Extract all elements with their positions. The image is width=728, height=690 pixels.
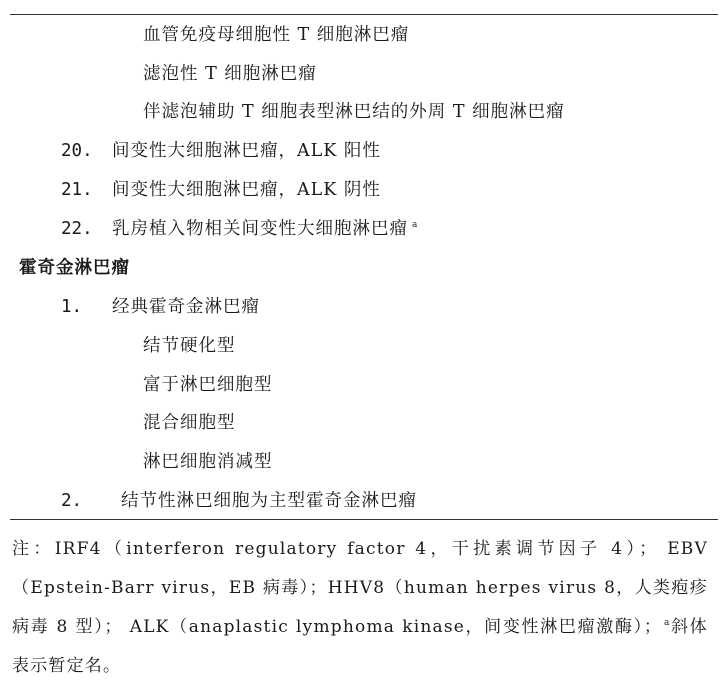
- section-heading-hodgkin: 霍奇金淋巴瘤: [19, 258, 130, 278]
- sub-item-lymphocyte-rich: 富于淋巴细胞型: [143, 375, 273, 395]
- sub-item-lymphocyte-depleted: 淋巴细胞消减型: [143, 452, 273, 472]
- footnote-label: 注：: [12, 539, 55, 559]
- sub-item-follicular-tcl: 滤泡性 T 细胞淋巴瘤: [143, 64, 317, 84]
- sub-item-aitl: 血管免疫母细胞性 T 细胞淋巴瘤: [143, 25, 410, 45]
- footnote-tail: 斜体表示暂定名。: [12, 617, 708, 676]
- item-bia-alcl-text: 乳房植入物相关间变性大细胞淋巴瘤: [112, 219, 408, 239]
- item-number-1: 1.: [61, 297, 83, 317]
- item-classic-hodgkin: 经典霍奇金淋巴瘤: [112, 297, 260, 317]
- item-number-2: 2.: [61, 491, 83, 511]
- footnote-marker: a: [664, 618, 671, 629]
- item-number-22: 22.: [61, 219, 93, 239]
- item-nlphl: 结节性淋巴细胞为主型霍奇金淋巴瘤: [121, 491, 417, 511]
- sub-item-nodular-sclerosis: 结节硬化型: [143, 336, 236, 356]
- item-alcl-alk-negative: 间变性大细胞淋巴瘤，ALK 阴性: [112, 180, 381, 200]
- item-number-21: 21.: [61, 180, 93, 200]
- note-rule: [10, 519, 718, 520]
- footnote: [12, 530, 708, 686]
- top-rule: [10, 14, 718, 15]
- item-number-20: 20.: [61, 141, 93, 161]
- item-alcl-alk-positive: 间变性大细胞淋巴瘤，ALK 阳性: [112, 141, 381, 161]
- footnote-text: IRF4（interferon regulatory factor 4，干扰素调节因子 4）； EBV（Epstein-Barr virus，EB 病毒）；HHV8（human herpes virus 8，人类疱疹病毒 8 型）； ALK（anaplastic lymphoma kinase，间变性淋巴瘤激酶）；: [12, 539, 708, 637]
- item-bia-alcl: [112, 217, 418, 241]
- provisional-marker: a: [412, 220, 419, 231]
- sub-item-mixed-cellularity: 混合细胞型: [143, 413, 236, 433]
- sub-item-ptcl-tfh: 伴滤泡辅助 T 细胞表型淋巴结的外周 T 细胞淋巴瘤: [143, 102, 565, 122]
